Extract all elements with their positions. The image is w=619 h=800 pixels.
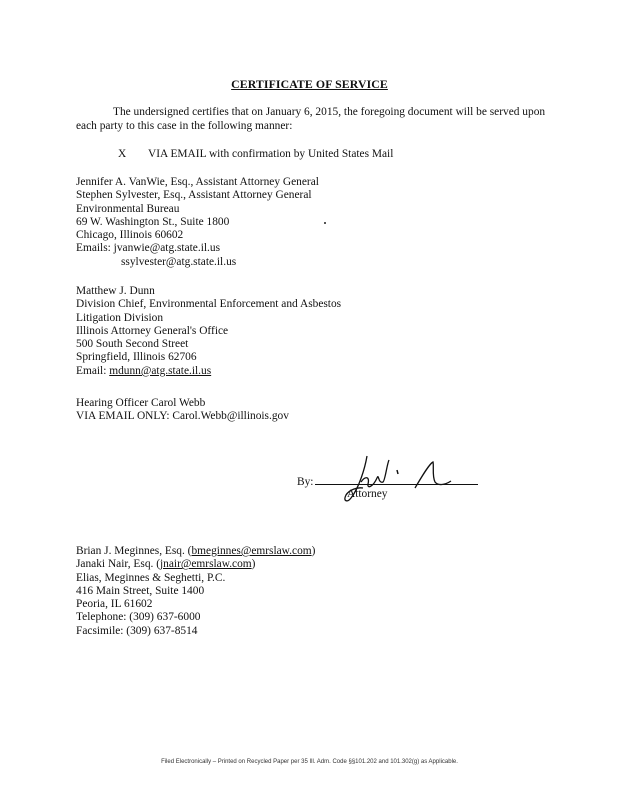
counsel-block: [76, 545, 315, 638]
recipient-line: Illinois Attorney General's Office: [76, 324, 229, 337]
recipient-line: 69 W. Washington St., Suite 1800: [76, 215, 230, 228]
recipient-line: Division Chief, Environmental Enforcement and Asbestos: [76, 298, 342, 311]
emails-label: Emails:: [76, 242, 111, 255]
firm-address-line-1: 416 Main Street, Suite 1400: [76, 584, 205, 597]
recipient-line: Environmental Bureau: [76, 202, 180, 215]
by-label: By:: [297, 476, 314, 488]
firm-name: Elias, Meginnes & Seghetti, P.C.: [76, 571, 226, 584]
hearing-officer-via: VIA EMAIL ONLY: Carol.Webb@illinois.gov: [76, 410, 289, 423]
service-method-text: VIA EMAIL with confirmation by United States Mail: [148, 148, 394, 160]
recipient-line: Stephen Sylvester, Esq., Assistant Attorney General: [76, 189, 312, 202]
email-line: [76, 365, 341, 378]
paren-close: ): [251, 558, 256, 571]
counsel-line-meginnes: [76, 545, 315, 558]
email-vanwie: jvanwie@atg.state.il.us: [113, 242, 221, 255]
recipient-line: Matthew J. Dunn: [76, 285, 155, 297]
service-method-mark: X: [118, 148, 127, 160]
emails-line: [76, 242, 319, 255]
recipient-line: Springfield, Illinois 62706: [76, 351, 197, 364]
hearing-officer-name: Hearing Officer Carol Webb: [76, 397, 206, 409]
intro-paragraph: The undersigned certifies that on January 6, 2015, the foregoing document will be served upon each party to this case in the following manner:: [76, 106, 546, 132]
stray-mark: [324, 222, 326, 224]
attorney-label: Attorney: [347, 488, 388, 500]
email-meginnes-link[interactable]: bmeginnes@emrslaw.com: [191, 545, 312, 557]
hearing-officer-block: [76, 397, 289, 424]
service-method: [118, 148, 393, 160]
counsel-name: Janaki Nair, Esq. (: [76, 558, 160, 571]
recipient-line: Chicago, Illinois 60602: [76, 229, 184, 242]
paren-close: ): [311, 545, 316, 557]
page-title: CERTIFICATE OF SERVICE: [231, 77, 388, 91]
email-dunn-link[interactable]: mdunn@atg.state.il.us: [109, 364, 212, 377]
counsel-line-nair: [76, 558, 315, 571]
signature-block: [297, 458, 487, 508]
email-nair-link[interactable]: jnair@emrslaw.com: [160, 558, 252, 571]
footer-note: Filed Electronically – Printed on Recycled Paper per 35 Ill. Adm. Code §§101.202 and 101.302(g) as Applicable.: [161, 759, 458, 765]
recipient-block-dunn: [76, 285, 341, 378]
counsel-name: Brian J. Meginnes, Esq. (: [76, 545, 192, 557]
email-sylvester: ssylvester@atg.state.il.us: [121, 255, 237, 268]
email-label: Email:: [76, 364, 107, 377]
recipient-line: 500 South Second Street: [76, 338, 189, 351]
firm-address-line-2: Peoria, IL 61602: [76, 598, 153, 611]
firm-facsimile: Facsimile: (309) 637-8514: [76, 624, 198, 637]
firm-telephone: Telephone: (309) 637-6000: [76, 611, 201, 624]
recipient-line: Jennifer A. VanWie, Esq., Assistant Attorney General: [76, 176, 319, 188]
recipient-block-environmental-bureau: [76, 176, 319, 269]
recipient-line: Litigation Division: [76, 311, 164, 324]
